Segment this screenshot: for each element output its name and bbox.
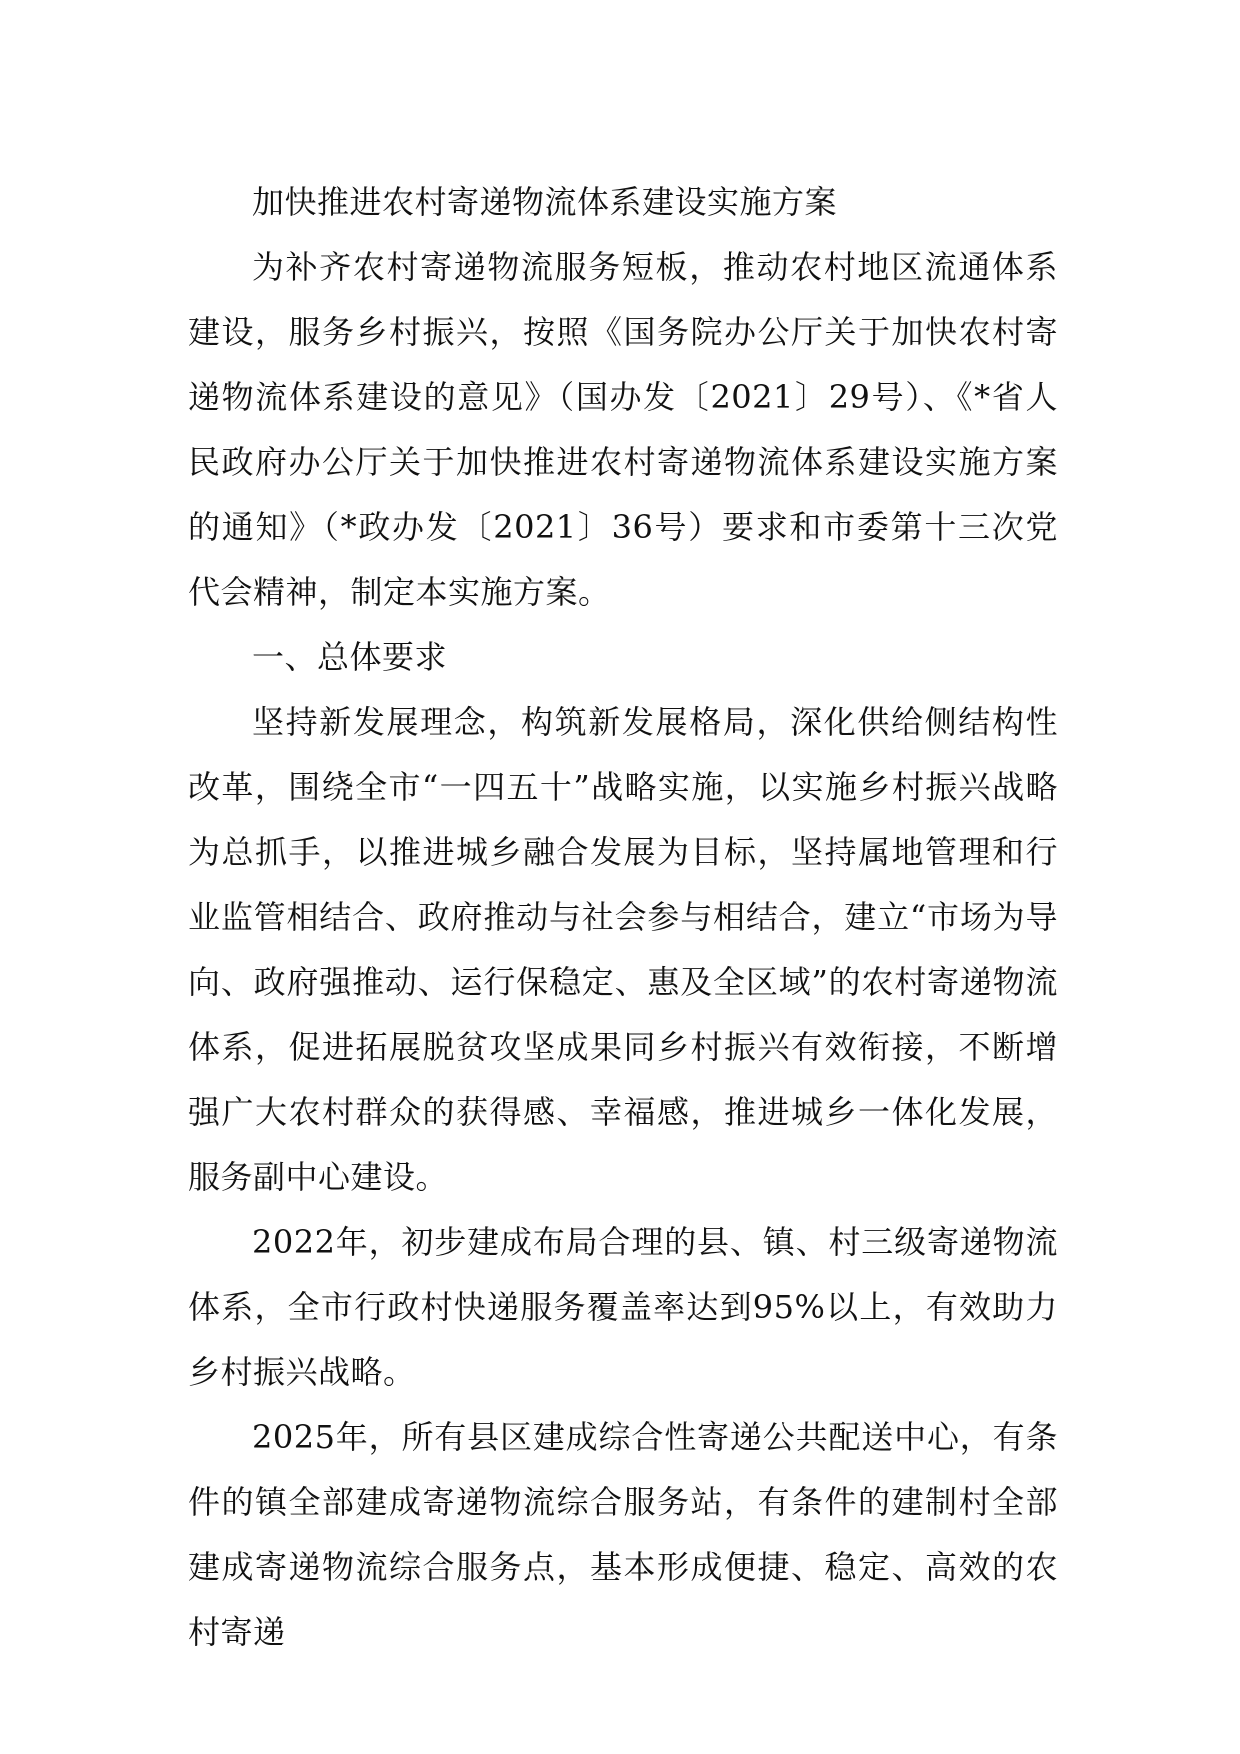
paragraph-goal-2025: 2025年，所有县区建成综合性寄递公共配送中心，有条件的镇全部建成寄递物流综合服务站，有条件的建制村全部建成寄递物流综合服务点，基本形成便捷、稳定、高效的农村寄递 <box>188 1418 1058 1651</box>
paragraph-goal-2022: 2022年，初步建成布局合理的县、镇、村三级寄递物流体系，全市行政村快递服务覆盖率达到95%以上，有效助力乡村振兴战略。 <box>188 1223 1058 1391</box>
paragraph-intro: 为补齐农村寄递物流服务短板，推动农村地区流通体系建设，服务乡村振兴，按照《国务院办公厅关于加快农村寄递物流体系建设的意见》（国办发〔2021〕29号）、《*省人民政府办公厅关于加快推进农村寄递物流体系建设实施方案的通知》（*政办发〔2021〕36号）要求和市委第十三次党代会精神，制定本实施方案。 <box>188 248 1058 611</box>
document-title: 加快推进农村寄递物流体系建设实施方案 <box>252 183 838 221</box>
paragraph-overall-requirements: 坚持新发展理念，构筑新发展格局，深化供给侧结构性改革，围绕全市“一四五十”战略实施，以实施乡村振兴战略为总抓手，以推进城乡融合发展为目标，坚持属地管理和行业监管相结合、政府推动与社会参与相结合，建立“市场为导向、政府强推动、运行保稳定、惠及全区域”的农村寄递物流体系，促进拓展脱贫攻坚成果同乡村振兴有效衔接，不断增强广大农村群众的获得感、幸福感，推进城乡一体化发展，服务副中心建设。 <box>188 703 1058 1196</box>
section-heading-overall-requirements: 一、总体要求 <box>252 638 448 676</box>
document-body <box>188 170 1058 1665</box>
